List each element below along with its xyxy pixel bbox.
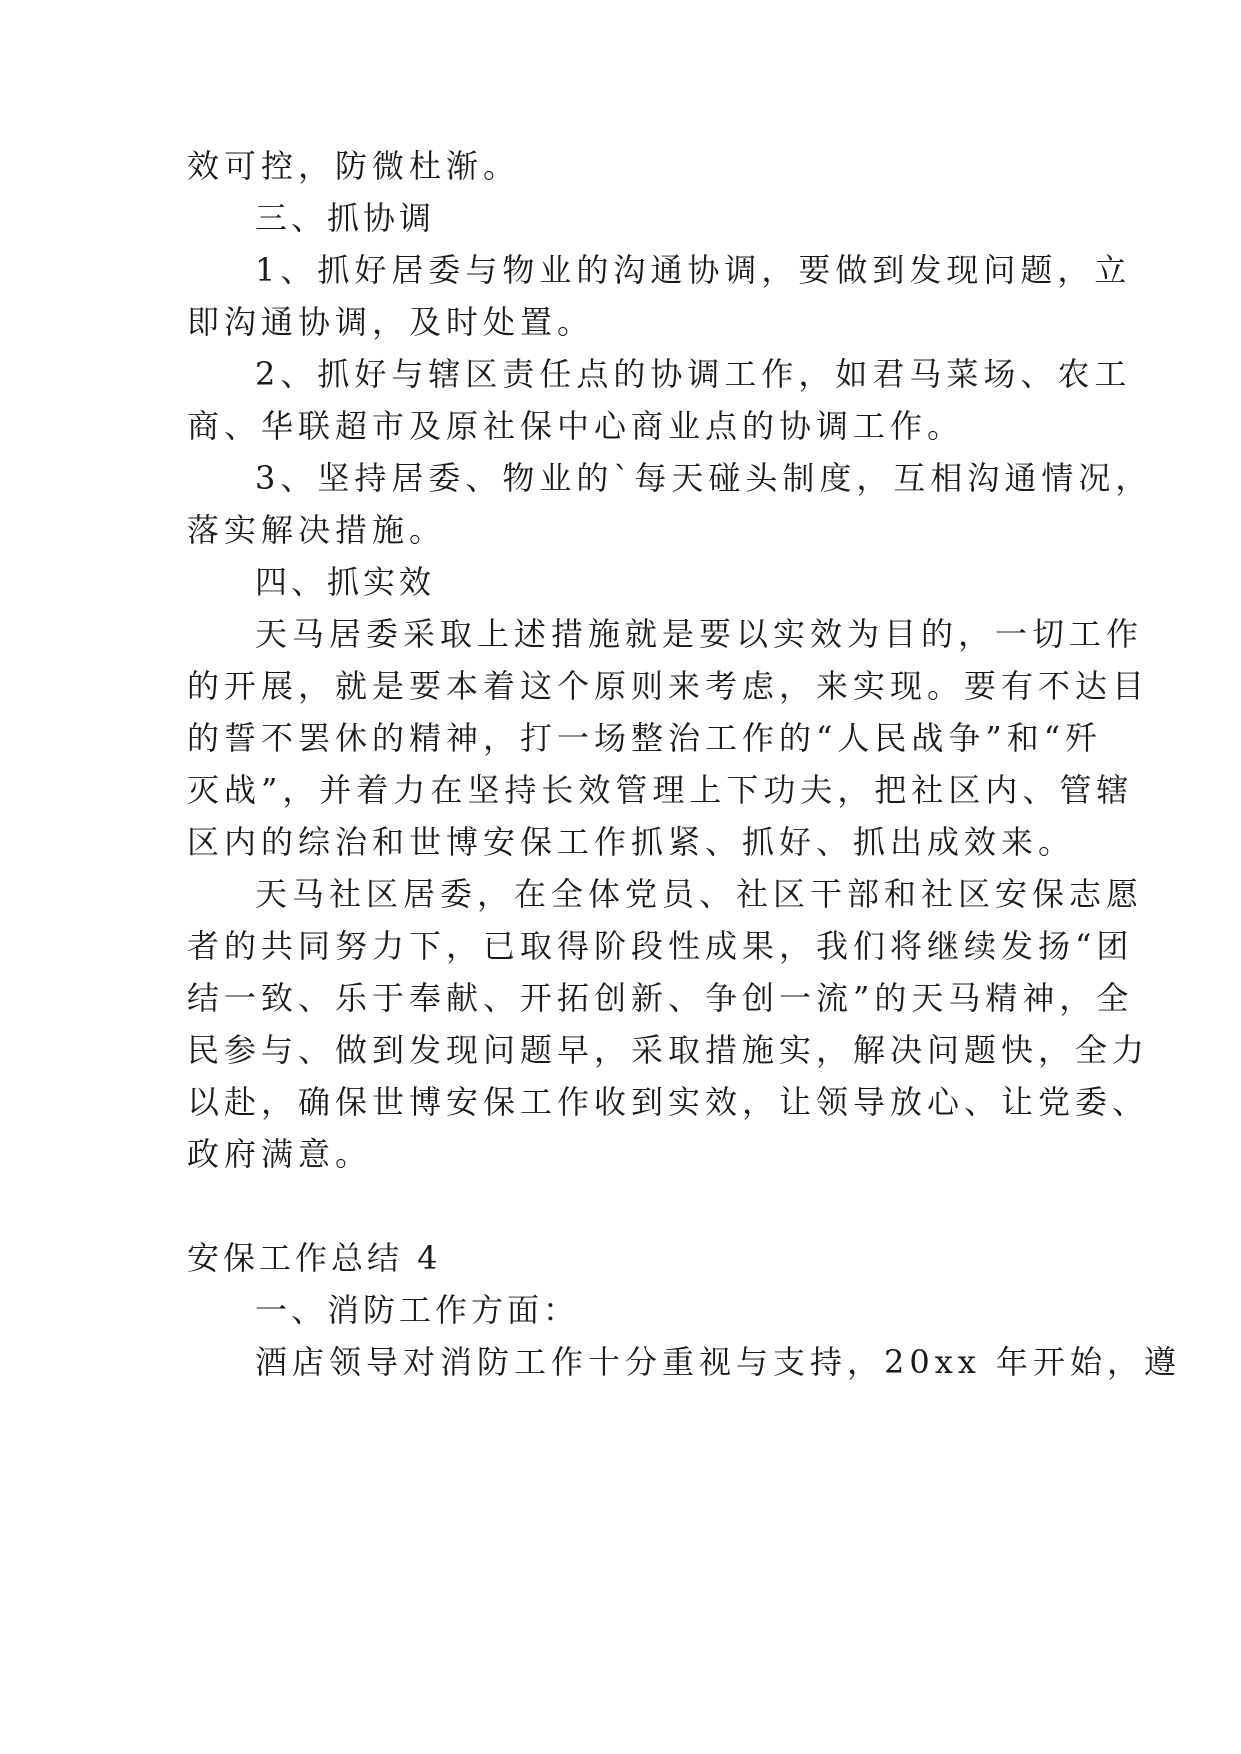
- para1-line1: 天马居委采取上述措施就是要以实效为目的，一切工作: [255, 615, 1144, 653]
- para2-line2: 者的共同努力下，已取得阶段性成果，我们将继续发扬“团: [187, 927, 1134, 965]
- subheading-fire-safety: 一、消防工作方面：: [255, 1291, 580, 1329]
- section-heading-effectiveness: 四、抓实效: [255, 563, 436, 601]
- item2-line1: 2、抓好与辖区责任点的协调工作，如君马菜场、农工: [255, 355, 1132, 393]
- item2-line2: 商、华联超市及原社保中心商业点的协调工作。: [187, 407, 965, 445]
- item3-line2: 落实解决措施。: [187, 511, 447, 549]
- para2-line3: 结一致、乐于奉献、开拓创新、争创一流”的天马精神，全: [187, 979, 1134, 1017]
- summary-title: 安保工作总结 4: [187, 1239, 442, 1277]
- section-heading-coordination: 三、抓协调: [255, 199, 436, 237]
- para1-line5: 区内的综治和世博安保工作抓紧、抓好、抓出成效来。: [187, 823, 1076, 861]
- para2-line6: 政府满意。: [187, 1135, 373, 1173]
- para2-line4: 民参与、做到发现问题早，采取措施实，解决问题快，全力: [187, 1031, 1150, 1069]
- item3-line1: 3、坚持居委、物业的`每天碰头制度，互相沟通情况，: [255, 459, 1153, 497]
- para1-line2: 的开展，就是要本着这个原则来考虑，来实现。要有不达目: [187, 667, 1150, 705]
- para1-line3: 的誓不罢休的精神，打一场整治工作的“人民战争”和“歼: [187, 719, 1103, 757]
- para2-line5: 以赴，确保世博安保工作收到实效，让领导放心、让党委、: [187, 1083, 1150, 1121]
- para1-line4: 灭战”，并着力在坚持长效管理上下功夫，把社区内、管辖: [187, 771, 1134, 809]
- item1-line1: 1、抓好居委与物业的沟通协调，要做到发现问题，立: [255, 251, 1132, 289]
- item1-line2: 即沟通协调，及时处置。: [187, 303, 595, 341]
- continuation-line: 效可控，防微杜渐。: [187, 147, 521, 185]
- fire-para-line1: 酒店领导对消防工作十分重视与支持，20xx 年开始，遵: [255, 1343, 1181, 1381]
- para2-line1: 天马社区居委，在全体党员、社区干部和社区安保志愿: [255, 875, 1144, 913]
